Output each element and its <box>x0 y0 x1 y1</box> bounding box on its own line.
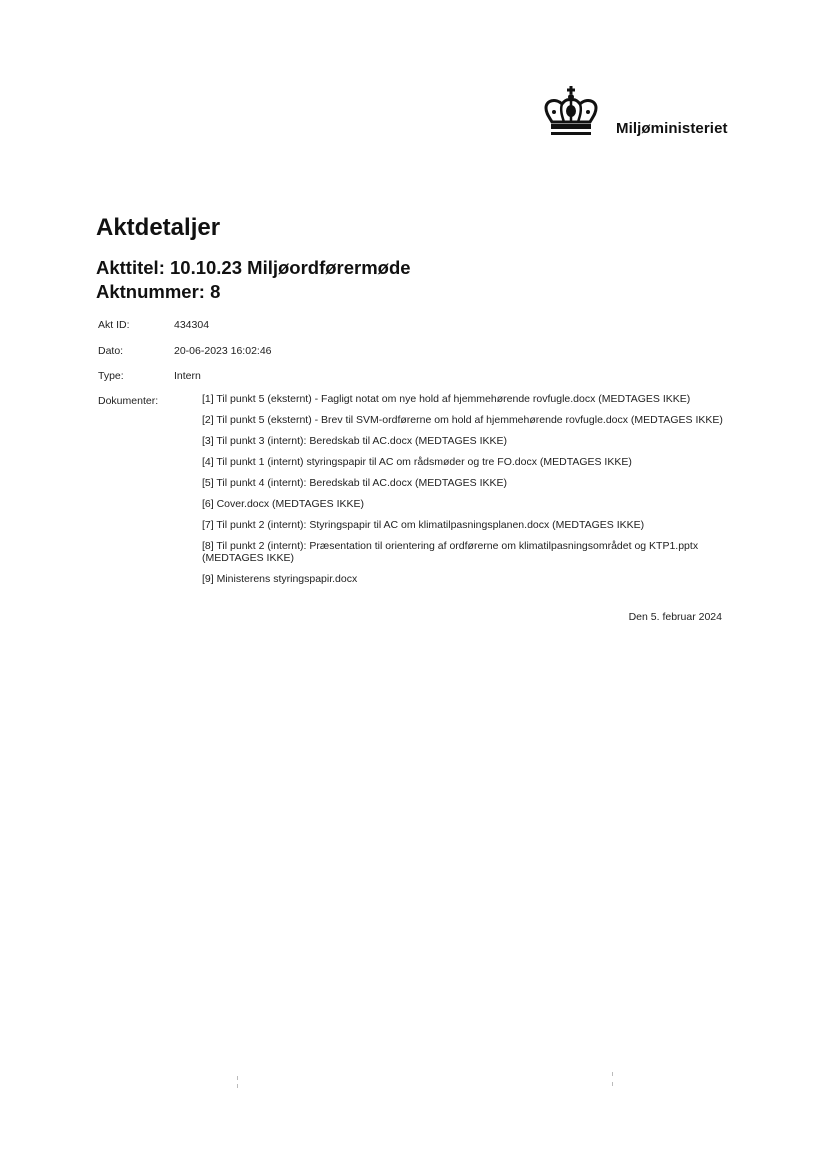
document-item: [3] Til punkt 3 (internt): Beredskab til AC.docx (MEDTAGES IKKE) <box>202 435 507 447</box>
type-value: Intern <box>174 370 201 382</box>
akt-id-value: 434304 <box>174 319 210 331</box>
document-item: [9] Ministerens styringspapir.docx <box>202 573 358 585</box>
crown-icon <box>540 86 602 142</box>
akt-number: Aktnummer: 8 <box>96 281 221 302</box>
dato-label: Dato: <box>98 345 124 357</box>
document-item: [4] Til punkt 1 (internt) styringspapir til AC om rådsmøder og tre FO.docx (MEDTAGES IKKE) <box>202 456 632 468</box>
document-item: [6] Cover.docx (MEDTAGES IKKE) <box>202 498 365 510</box>
document-item: [8] Til punkt 2 (internt): Præsentation til orientering af ordførerne om klimatilpasningsområdet og KTP1.pptx (MEDTAGES IKKE) <box>202 540 699 564</box>
scan-speck <box>612 1082 613 1086</box>
scan-speck <box>237 1076 238 1080</box>
type-label: Type: <box>98 370 124 382</box>
dokumenter-label: Dokumenter: <box>98 395 159 407</box>
document-item: [7] Til punkt 2 (internt): Styringspapir til AC om klimatilpasningsplanen.docx (MEDTAGES IKKE) <box>202 519 645 531</box>
document-list <box>202 393 732 594</box>
document-item: [5] Til punkt 4 (internt): Beredskab til AC.docx (MEDTAGES IKKE) <box>202 477 507 489</box>
scan-speck <box>237 1084 238 1088</box>
scan-speck <box>612 1072 613 1076</box>
dato-value: 20-06-2023 16:02:46 <box>174 345 272 357</box>
document-item: [2] Til punkt 5 (eksternt) - Brev til SVM-ordførerne om hold af hjemmehørende rovfugle.docx (MEDTAGES IKKE) <box>202 414 723 426</box>
page-title: Aktdetaljer <box>96 214 221 241</box>
ministry-name: Miljøministeriet <box>616 120 728 137</box>
document-item: [1] Til punkt 5 (eksternt) - Fagligt notat om nye hold af hjemmehørende rovfugle.docx (MEDTAGES IKKE) <box>202 393 691 405</box>
akt-id-label: Akt ID: <box>98 319 130 331</box>
footer-date: Den 5. februar 2024 <box>628 611 722 623</box>
ministry-logo <box>540 86 740 142</box>
akt-title: Akttitel: 10.10.23 Miljøordførermøde <box>96 257 411 278</box>
